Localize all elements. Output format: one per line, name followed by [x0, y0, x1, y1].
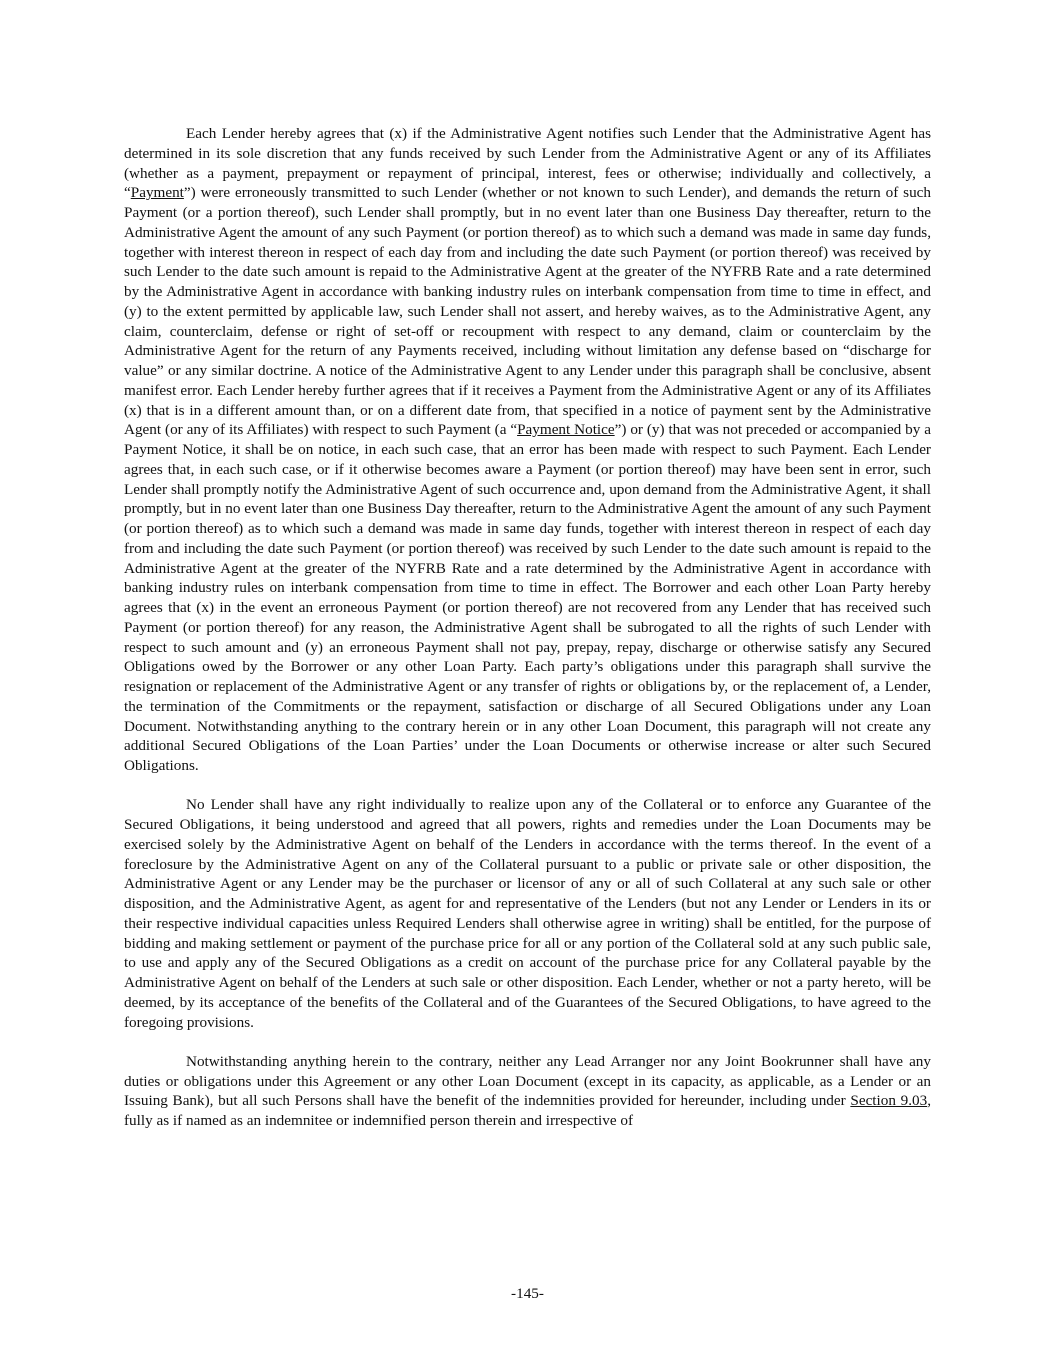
page-number: -145- — [511, 1285, 544, 1302]
defined-term-payment-notice: Payment Notice — [517, 421, 615, 439]
section-reference-9-03: Section 9.03 — [850, 1092, 928, 1110]
paragraph-text: Notwithstanding anything herein to the contrary, neither any Lead Arranger nor any Joint Bookrunner shall have any duties or obligations under this Agreement or any other Loan Document (except in its capacity, as applicable, as a Lender or an Issuing Bank), but all such Persons shall have the benefit of the indemnities provided for hereunder, including under — [124, 1052, 931, 1110]
defined-term-payment: Payment — [130, 184, 184, 202]
paragraph-text: , fully as if named as an indemnitee or indemnified person therein and irrespective of — [124, 1092, 931, 1129]
paragraph-text: ”) were erroneously transmitted to such Lender (whether or not known to such Lender), and demands the return of such Payment (or a portion thereof), such Lender shall promptly, but in no event later than one Business Day thereafter, return to the Administrative Agent the amount of any such Payment (or portion thereof) as to which such a demand was made in same day funds, together with interest thereon in respect of each day from and including the date such Payment (or portion thereof) was received by such Lender to the date such amount is repaid to the Administrative Agent at the greater of the NYFRB Rate and a rate determined by the Administrative Agent in accordance with banking industry rules on interbank compensation from time to time in effect, and (y) to the extent permitted by applicable law, such Lender shall not assert, and hereby waives, as to the Administrative Agent, any claim, counterclaim, defense or right of set-off or recoupment with respect to any demand, claim or counterclaim by the Administrative Agent for the return of any Payments received, including without limitation any defense based on “discharge for value” or any similar doctrine. A notice of the Administrative Agent to any Lender under this paragraph shall be conclusive, absent manifest error. Each Lender hereby further agrees that if it receives a Payment from the Administrative Agent or any of its Affiliates (x) that is in a different amount than, or on a different date from, that specified in a notice of payment sent by the Administrative Agent (or any of its Affiliates) with respect to such Payment (a “ — [124, 184, 931, 439]
document-body — [124, 124, 931, 1131]
paragraph-lead-arrangers — [124, 1052, 931, 1131]
paragraph-text: ”) or (y) that was not preceded or accompanied by a Payment Notice, it shall be on notice, in each such case, that an error has been made with respect to such Payment. Each Lender agrees that, in each such case, or if it otherwise becomes aware a Payment (or portion thereof) may have been sent in error, such Lender shall promptly notify the Administrative Agent of such occurrence and, upon demand from the Administrative Agent, it shall promptly, but in no event later than one Business Day thereafter, return to the Administrative Agent the amount of any such Payment (or portion thereof) as to which such a demand was made in same day funds, together with interest thereon in respect of each day from and including the date such Payment (or portion thereof) was received by such Lender to the date such amount is repaid to the Administrative Agent at the greater of the NYFRB Rate and a rate determined by the Administrative Agent in accordance with banking industry rules on interbank compensation from time to time in effect. The Borrower and each other Loan Party hereby agrees that (x) in the event an erroneous Payment (or portion thereof) are not recovered from any Lender that has received such Payment (or portion thereof) for any reason, the Administrative Agent shall be subrogated to all the rights of such Lender with respect to such amount and (y) an erroneous Payment shall not pay, prepay, repay, discharge or otherwise satisfy any Secured Obligations owed by the Borrower or any other Loan Party. Each party’s obligations under this paragraph shall survive the resignation or replacement of the Administrative Agent or any transfer of rights or obligations by, or the replacement of, a Lender, the termination of the Commitments or the repayment, satisfaction or discharge of all Secured Obligations under any Loan Document. Notwithstanding anything to the contrary herein or in any other Loan Document, this paragraph will not create any additional Secured Obligations of the Loan Parties’ under the Loan Documents or otherwise increase or alter such Secured Obligations. — [124, 421, 931, 774]
paragraph-text: Each Lender hereby agrees that (x) if the Administrative Agent notifies such Lender that the Administrative Agent has determined in its sole discretion that any funds received by such Lender from the Administrative Agent or any of its Affiliates (whether as a payment, prepayment or repayment of principal, interest, fees or otherwise; individually and collectively, a “ — [124, 125, 931, 202]
paragraph-text: No Lender shall have any right individually to realize upon any of the Collateral or to enforce any Guarantee of the Secured Obligations, it being understood and agreed that all powers, rights and remedies under the Loan Documents may be exercised solely by the Administrative Agent on behalf of the Lenders in accordance with the terms thereof. In the event of a foreclosure by the Administrative Agent on any of the Collateral pursuant to a public or private sale or other disposition, the Administrative Agent or any Lender may be the purchaser or licensor of any or all of such Collateral at any such sale or other disposition, and the Administrative Agent, as agent for and representative of the Lenders (but not any Lender or Lenders in its or their respective individual capacities unless Required Lenders shall otherwise agree in writing) shall be entitled, for the purpose of bidding and making settlement or payment of the purchase price for all or any portion of the Collateral sold at any such public sale, to use and apply any of the Secured Obligations as a credit on account of the purchase price for any Collateral payable by the Administrative Agent on behalf of the Lenders at such sale or other disposition. Each Lender, whether or not a party hereto, will be deemed, by its acceptance of the benefits of the Collateral and of the Guarantees of the Secured Obligations, to have agreed to the foregoing provisions. — [124, 796, 931, 1031]
paragraph-erroneous-payments — [124, 124, 931, 776]
paragraph-collateral-enforcement — [124, 795, 931, 1032]
